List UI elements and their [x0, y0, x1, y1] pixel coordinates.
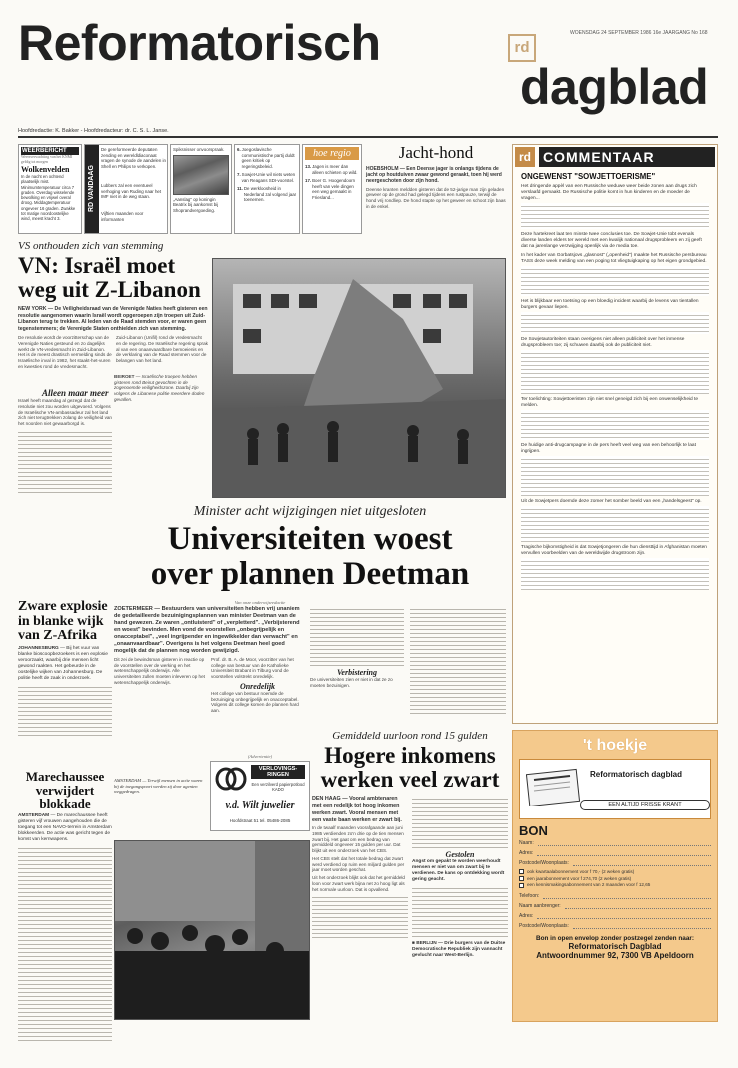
teaser-col2 — [170, 144, 232, 234]
hoekje-box — [512, 730, 718, 1022]
weerbericht-box — [18, 144, 82, 234]
commentaar-filler-4 — [521, 350, 709, 394]
rd-vandaag-box — [84, 144, 168, 234]
weerbericht-body: In de nacht en ochtend plaatselijk mist. Minimumtemperatuur circa 7 graden. Overdag wisselende bewolking en vrijwel overal droog. Middagtemperatuur ongeveer 16 graden. Zwakke tot matige noordoostelijke wind, meest kracht 3. — [21, 174, 76, 222]
hoekje-label: 't hoekje — [582, 737, 648, 754]
commentaar-headline: ONGEWENST "SOWJETTOERISME" — [521, 172, 656, 181]
hoekje-field-name-label: Naam: — [519, 839, 534, 846]
hoekje-field-aanbrenger-input[interactable] — [565, 901, 711, 909]
universiteiten-body: Van onze onderwijsredactie ZOETERMEER — Bestuurders van universiteiten hebben vrij unaniem de gedetailleerde bezuinigingsplannen van minister Deetman van de hand gewezen. Ze waren „ontluisterd" of „verpletterd". „Verbijsterend en woest" bevinden. Men vond de voorstellen „onbegrijpelijk en onacceptabel", „veel ingrijpender en ingewikkelder dan verwacht" en „onaanvaardbaar". Overigens is het volgens Deetman heel goed mogelijk dat de plannen nog worden gewijzigd. Dit zei de bewindsman gisteren in reactie op de voorstellen over de werking en het wetenschappelijk onderwijs. Alle universiteiten zullen moeten inleveren op het wetenschappelijk onderwijs. Prof. dr. B. A. de Moor, voorzitter van het college van bestuur van de Katholieke Universiteit Brabant in Tilburg vond de voorstellen volstrekt onredelijk. Onredelijk Het college van bestuur noemde de bezuiniging onbegrijpelijk en onacceptabel. Volgens dit college komen de plannen hard aan. Verbistering De universiteiten zien er niet in dat ze zo moeten bezuinigen. — [114, 600, 506, 716]
hoekje-field-aanbrenger-adres-input[interactable] — [537, 911, 711, 919]
hoekje-logo-text: Reformatorisch dagblad — [590, 770, 683, 779]
inkomens-body-4: Angst om gepakt te worden weerhoudt mensen er niet van om zwart bij te verdienen. De kans op ontdekking wordt gering geacht. — [412, 859, 505, 883]
universiteiten-subhead-2: Verbistering — [336, 667, 377, 677]
commentaar-paragraph-6: Ter toelichting: Sowjettoeristen zijn niet snel geneigd zich bij een onwenselijkheid te melden. — [521, 396, 699, 408]
israel-body-sub: Israël heeft maandag al gezegd dat de resolutie niet zou worden uitgevoerd. Volgens de Israëlische VN-ambassadeur zal het land zich niet terugtrekken zolang de veiligheid van het noorden niet gewaarborgd is. — [18, 398, 112, 427]
commentaar-paragraph-9: Tragische bijkomstigheid is dat Sowjetjongeren die hun diensttijd in Afghanistan moeten vervullen voorbeelden van de wereldwijde drugstroom zijn. — [521, 544, 707, 556]
advertentie-title: VERLOVINGS-RINGEN — [251, 765, 305, 779]
teaser-col3-num-3: 11. — [237, 186, 243, 191]
marechaussee-article: Marechaussee verwijdert blokkade AMSTERDAM — De marechaussee heeft gisteren vijf vrouwen aangehouden die de toegang tot een NAVO-terrein in Amsterdam blokkeerden. De actie was gericht tegen de komst van kernwapens. — [18, 770, 112, 1041]
universiteiten-article — [114, 504, 506, 591]
explosie-article: Zware explosie in blanke wijk van Z-Afrika JOHANNESBURG — Bij het vuur van blanke bioscoopbezoekers is een explosie veroorzaakt, waarbij drie mensen licht gewond raakten. Het gebeurde in de oostelijke wijken van Johannesburg. De politie heeft de zaak in onderzoek. — [18, 600, 112, 736]
crowd-image — [115, 841, 309, 1019]
explosie-headline-3: van Z-Afrika — [18, 628, 97, 644]
explosie-body: Bij het vuur van blanke bioscoopbezoekers is een explosie veroorzaakt, waarbij drie mensen licht gewond raakten. Het gebeurde in de oostelijke wijken van Johannesburg. De politie heeft de zaak in onderzoek. — [18, 646, 108, 681]
commentaar-filler-5 — [521, 410, 709, 440]
teaser-col3-text-1: Joegoslavische communistische partij duldt geen kritiek op regeringsbeleid. — [241, 147, 295, 169]
teaser-col3-text-2: Sowjet-Unie wil niets weten van Reagans SDI-voorstel. — [241, 172, 296, 183]
israel-kicker: VS onthouden zich van stemming — [18, 240, 164, 252]
jacht-lead: Een Deense jager is onlangs tijdens de jacht op houtduiven zwaar gewond geraakt, toen hij werd neergeschoten door zijn hond. — [366, 165, 502, 185]
amsterdam-photo — [114, 840, 310, 1020]
inkomens-body-2: Het CBS stelt dat het totale bedrag dat zwart werd verdiend op ruim een miljard gulden per jaar moet worden geschat. — [312, 855, 405, 873]
marechaussee-headline-1: Marechaussee — [25, 769, 105, 784]
israel-body-left: De resolutie wordt de voorzitterschap van de Verenigde Naties gesteund en zo dagelijks werkt de VN-vredesmacht in Zuid-Libanon. Het is de meest drastisch vermelding sinds de Israëlische inval in 1982, het staakt-het-vuren en kwesties rond de vredesmacht. — [18, 335, 112, 369]
beirut-text: Israëlische troepen hebben gisteren rond Beirut gevochten in de zogenoemde veiligheidszone. Daarbij zijn volgens de Libanese politie meerdere doden gevallen. — [114, 374, 205, 402]
inkomens-article: Gemiddeld uurloon rond 15 gulden Hogere inkomens werken veel zwart DEN HAAG — Vooral ambtenaren met een redelijk tot hoog inkomen werken zwart. Vooral mensen met een vaste baan werken er zwart bij. In de twaalf maanden voorafgaande aan juni 1985 verdienden zo'n drie op de tien mensen zwart bij. Het gaat om een bedrag van gemiddeld ongeveer 15 gulden per uur. Dat blijkt uit een onderzoek van het CBS. Het CBS stelt dat het totale bedrag dat zwart werd verdiend op ruim een miljard gulden per jaar moet worden geschat. Uit het onderzoek blijkt ook dat het gemiddeld loon voor zwart werk bijna net zo hoog ligt als het normale uurloon. Dat is opvallend. Gestolen Angst om gepakt te worden weerhoudt mensen er niet van om zwart bij te verdienen. De kans op ontdekking wordt gering geacht. ■ BERLIJN — Drie burgers van de Duitse Democratische Republiek zijn vannacht gevlucht naar West-Berlijn. — [312, 730, 508, 959]
teaser-col3-text-3: De werkloosheid in Nederland zal volgend jaar toenemen. — [243, 186, 297, 202]
rd-vandaag-item-3: Vijftien maanden voor informanten — [101, 211, 144, 222]
israel-headline-1: VN: Israël moet — [18, 253, 176, 278]
hoekje-field-aanbrenger-postcode-label: Postcode/Woonplaats: — [519, 922, 569, 929]
hoekje-bon-label: BON — [519, 823, 548, 838]
marechaussee-dateline: AMSTERDAM — [18, 812, 50, 818]
commentaar-filler-8 — [521, 558, 709, 590]
advertentie — [210, 754, 310, 834]
israel-subhead: Alleen maar meer — [42, 388, 109, 399]
berlijn-lead: Drie burgers van de Duitse Democratische Republiek zijn vannacht gevlucht naar West-Berlijn. — [412, 941, 506, 959]
commentaar-paragraph-7: De huidige anti-drugcampagne in de pers heeft veel weg van een behoorlijk te laat ingrijpen. — [521, 442, 696, 454]
teaser-col4-text-1: Jagen is meer dan alleen schieten op wild. — [312, 164, 358, 175]
explosie-headline-1: Zware explosie — [18, 599, 108, 614]
hoekje-footer-3: Antwoordnummer 92, 7300 VB Apeldoorn — [536, 951, 694, 961]
teaser-col3-num-2: 7. — [237, 172, 241, 177]
marechaussee-headline-2: verwijdert — [35, 782, 95, 798]
hoekje-field-adres-input[interactable] — [537, 848, 711, 856]
advertentie-sub: Een verzilverd papierpotlood KADO — [251, 781, 305, 793]
universiteiten-headline-2: over plannen Deetman — [150, 555, 470, 592]
jacht-headline: Jacht-hond — [398, 143, 474, 162]
commentaar-paragraph-2: Deze hartekreet laat ten minste twee conclusies toe. De Sowjet-Unie tobt evenals diverse landen elders ter wereld met een kwalijk nationaal drugsprobleem en zij geeft dat na jarenlange verzwijging openlijk via de media toe. — [521, 232, 702, 250]
masthead-rule — [18, 136, 718, 138]
marechaussee-body: De marechaussee heeft gisteren vijf vrouwen aangehouden die de toegang tot een NAVO-terrein in Amsterdam blokkeerden. De actie was gericht tegen de komst van kernwapens. — [18, 812, 112, 842]
commentaar-section — [512, 144, 718, 724]
hoekje-option-1-checkbox[interactable] — [519, 869, 524, 874]
universiteiten-col3-filler — [310, 606, 404, 666]
inkomens-kicker: Gemiddeld uurloon rond 15 gulden — [332, 730, 488, 742]
commentaar-paragraph-1: Het dringende appèl van een Russische weduwe weer beide zonen aan drugs zich verslaafd gemaakt. De Russische politie komt in hun kinderen en de moeder de vragen... — [521, 184, 697, 202]
explosie-filler — [18, 684, 112, 736]
hoekje-option-3: een kennismakingsabonnement van 2 maanden voor f 12,65 — [527, 882, 651, 888]
universiteiten-lead: Bestuurders van universiteiten hebben vrij unaniem de gedetailleerde bezuinigingsplannen van minister Deetman van de hand gewezen. Ze waren „ontluisterd" of „verpletterd". „Verbijsterend en woest" bevinden. Men vond de voorstellen „onbegrijpelijk en onacceptabel", „veel ingrijpender en ingewikkelder dan verwacht" en „onaanvaardbaar". Overigens is het volgens Deetman heel goed mogelijk dat de plannen nog worden gewijzigd. — [114, 605, 300, 654]
universiteiten-kicker: Minister acht wijzigingen niet uitgesloten — [193, 504, 427, 519]
israel-article: VS onthouden zich van stemming VN: Israël moet weg uit Z-Libanon NEW YORK — De Veiligheidsraad van de Verenigde Naties heeft gisteren een resolutie aangenomen waarin Israël wordt opgeroepen zijn troepen uit Zuid-Libanon terug te trekken. Al leden van de Raad stemden voor, er waren geen tegenstemmers; de Verenigde Staten onthielden zich van stemming. De resolutie wordt de voorzitterschap van de Verenigde Naties gesteund en zo dagelijks werkt de VN-vredesmacht in Zuid-Libanon. Het is de meest drastisch vermelding sinds de Israëlische inval in 1982, het staakt-het-vuren en kwesties rond de vredesmacht. Zuid-Libanon (Unifil) rond de vredesmacht en de regering. De Israëlische regering sprak al van een onaanvaardbare bemoeienis en de verklaring van de Raad stemmen voor de belangen van het land. Alleen maar meer Israël heeft maandag al gezegd dat de resolutie niet zou worden uitgevoerd. Volgens de Israëlische VN-ambassadeur zal het land zich niet terugtrekken zolang de veiligheid van het noorden niet gewaarborgd is. — [18, 240, 208, 495]
hoekje-field-telefoon-label: Telefoon: — [519, 892, 540, 899]
jacht-dateline: HOEBSHOLM — [366, 165, 399, 172]
advertentie-shop: v.d. Wilt juwelier — [225, 799, 295, 811]
israel-lead: De Veiligheidsraad van de Verenigde Naties heeft gisteren een resolutie aangenomen waarin Israël wordt opgeroepen zijn troepen uit Zuid-Libanon terug te trekken. Al leden van de Raad stemden voor, er waren geen tegenstemmers; de Verenigde Staten onthielden zich van stemming. — [18, 306, 208, 332]
teaser-col2-photo — [173, 155, 229, 195]
rd-logo: rd — [508, 34, 536, 62]
hoekje-option-1: ook kwartaalabonnement voor f 70,- (2 weken gratis) — [527, 869, 635, 874]
commentaar-filler-1 — [521, 203, 709, 229]
commentaar-logo: rd — [515, 147, 535, 167]
berlijn-dateline: BERLIJN — [416, 941, 437, 947]
universiteiten-headline-1: Universiteiten woest — [167, 521, 453, 557]
inkomens-col1-filler — [312, 894, 408, 938]
regio-label: hoe regio — [305, 147, 359, 160]
masthead-title-line1: Reformatorisch — [18, 15, 381, 71]
hoekje-field-telefoon-input[interactable] — [543, 891, 711, 899]
commentaar-paragraph-8: Uit de Sowjetpers doemde deze zomer het somber beeld van een „handelsgeest" op. — [521, 498, 702, 504]
inkomens-headline-2: werken veel zwart — [320, 767, 500, 793]
explosie-headline-2: in blanke wijk — [18, 613, 104, 629]
hoekje-slogan: EEN ALTIJD FRISSE KRANT — [580, 800, 710, 810]
commentaar-filler-6 — [521, 456, 709, 496]
rd-vandaag-item-1: De gereformeerde deputaten zending en wereldldiaconaat vragen de synode de aandelen in Shell en Philips te verkopen. — [101, 147, 166, 169]
inkomens-body-1: In de twaalf maanden voorafgaande aan juni 1985 verdienden zo'n drie op de tien mensen zwart bij. Het gaat om een bedrag van gemiddeld ongeveer 15 gulden per uur. Dat blijkt uit een onderzoek van het CBS. — [312, 825, 404, 854]
commentaar-filler-2 — [521, 266, 709, 296]
advertentie-label: (Advertentie) — [247, 754, 273, 759]
hoekje-field-aanbrenger-label: Naam aanbrenger: — [519, 902, 561, 909]
commentaar-paragraph-3: In het kader van Gorbatsjovs „glasnost" („openheid") maakte het Russische persbureau TASS deze week melding van een poging tot vliegtuigkaping op het eigen grondgebied. — [521, 253, 707, 265]
rd-vandaag-item-2: Lubbers zal een eventueel verhoging van Ruding naar het IMF niet in de weg staan. — [101, 183, 162, 199]
marechaussee-headline-3: blokkade — [39, 796, 91, 812]
marechaussee-filler — [18, 845, 112, 1041]
jacht-article: Jacht-hond HOEBSHOLM — Een Deense jager is onlangs tijdens de jacht op houtduiven zwaar gewond geraakt, toen hij werd neergeschoten door zijn hond. Deense kranten meldden gisteren dat de 52-jarige man zijn geladen geweer op de grond had gelegd tijdens een rustpauze, terwijl de hond vrij rondliep. De hond stapte op het geweer en schoot zijn baas in de enkel. — [366, 143, 506, 209]
universiteiten-byline: Van onze onderwijsredactie — [234, 600, 286, 605]
inkomens-headline-1: Hogere inkomens — [324, 743, 496, 768]
universiteiten-subhead-1: Onredelijk — [239, 681, 276, 691]
masthead-title-line2: dagblad — [520, 59, 709, 115]
dateline: WOENSDAG 24 SEPTEMBER 1986 16e JAARGANG No 168 — [570, 30, 708, 36]
newspaper-icon — [526, 766, 586, 806]
explosie-dateline: JOHANNESBURG — [18, 646, 59, 652]
jacht-body: Deense kranten meldden gisteren dat de 52-jarige man zijn geladen geweer op de grond had gelegd tijdens een rustpauze, terwijl de hond vrij rondliep. De hond stapte op het geweer en schoot zijn baas in de enkel. — [366, 186, 506, 209]
commentaar-paragraph-4: Het is blijkbaar een toetsing op een bloedig incident waarbij de levens van tientallen burgers gevaar liepen. — [521, 299, 699, 311]
universiteiten-body-1: Dit zei de bewindsman gisteren in reactie op de voorstellen over de werking en het wetenschappelijk onderwijs. Alle universiteiten zullen moeten inleveren op het wetenschappelijk onderwijs. — [114, 656, 205, 685]
universiteiten-dateline: ZOETERMEER — [114, 605, 153, 612]
inkomens-col2-filler-2 — [412, 885, 508, 937]
teaser-col2-item-2: „Aanslag" op koningin Beatrix bij aankomst bij Shoprandvergoeding. — [173, 196, 219, 213]
inkomens-body-3: Uit het onderzoek blijkt ook dat het gemiddeld loon voor zwart werk bijna net zo hoog ligt als het normale uurloon. Dat is opvallend. — [312, 875, 405, 892]
teaser-col3-num-1: 6. — [237, 147, 241, 152]
israel-headline-2: weg uit Z-Libanon — [18, 277, 201, 303]
hoekje-option-3-checkbox[interactable] — [519, 883, 524, 888]
universiteiten-col4-filler — [410, 606, 506, 716]
inkomens-col2-filler — [412, 796, 508, 848]
masthead — [18, 15, 518, 71]
teaser-col3 — [234, 144, 300, 234]
beirut-note: BEIROET — Israëlische troepen hebben gisteren rond Beirut gevochten in de zogenoemde veiligheidszone. Daarbij zijn volgens de Libanese politie meerdere doden gevallen. — [114, 374, 205, 402]
teaser-col4 — [302, 144, 362, 234]
hoekje-footer-1: Bon in open envelop zonder postzegel zenden naar: — [535, 935, 694, 943]
israel-dateline: NEW YORK — [18, 306, 47, 313]
hoekje-option-2: een jaarabonnement voor f 274,70 (2 weken gratis) — [527, 875, 632, 881]
commentaar-filler-7 — [521, 506, 709, 542]
israel-body-filler — [18, 429, 112, 495]
hoekje-field-aanbrenger-adres-label: Adres: — [519, 912, 534, 919]
hoekje-field-aanbrenger-postcode-input[interactable] — [573, 921, 711, 929]
commentaar-paragraph-5: De Sowjetautoriteiten staan overigens niet alleen publiciteit over het inmense drugsprobleem toe; zij schuwen daarbij ook de publiciteit niet. — [521, 337, 685, 348]
commentaar-filler-3 — [521, 312, 709, 334]
hoekje-option-2-checkbox[interactable] — [519, 876, 524, 881]
weerbericht-sub: Weersverwachting van het KNMI geldig tot morgen — [21, 155, 73, 164]
weerbericht-label: WEERBERICHT — [21, 147, 79, 155]
commentaar-label: COMMENTAAR — [539, 147, 715, 167]
berlijn-marker: ■ — [412, 941, 415, 947]
main-photo — [212, 258, 506, 498]
hoekje-field-adres-label: Adres: — [519, 849, 534, 856]
weerbericht-headline: Wolkenvelden — [21, 164, 70, 174]
inkomens-lead: Vooral ambtenaren met een redelijk tot hoog inkomen werken zwart. Vooral mensen met een vaste baan werken er zwart bij. — [312, 796, 402, 823]
teaser-col2-item-1: Spiksnisser onvoorspraak. — [173, 147, 225, 152]
rings-icon — [214, 766, 248, 792]
hoekje-field-postcode-input[interactable] — [573, 858, 711, 866]
universiteiten-body-4: De universiteiten zien er niet in dat ze zo moeten bezuinigen. — [310, 676, 393, 688]
beirut-dateline: BEIROET — [114, 374, 135, 379]
redaction-line: Hoofdredactie: K. Bakker - Hoofdredacteur: dr. C. S. L. Janse. — [18, 128, 169, 134]
advertentie-address: Hoofdstraat 51 tel. 05486-2085 — [229, 817, 291, 823]
israel-body-right: Zuid-Libanon (Unifil) rond de vredesmacht en de regering. De Israëlische regering sprak al van een onaanvaardbare bemoeienis en de verklaring van de Raad stemmen voor de belangen van het land. — [116, 335, 208, 364]
inkomens-subhead: Gestolen — [445, 850, 475, 860]
hoekje-field-name-input[interactable] — [538, 838, 711, 846]
hoekje-field-postcode-label: Postcode/Woonplaats: — [519, 859, 569, 866]
hoekje-footer-2: Reformatorisch Dagblad — [568, 942, 662, 952]
teaser-col4-num-2: 17. — [305, 178, 312, 183]
amsterdam-caption: AMSTERDAM — Terwijl mensen in actie waren bij de toegangspoort werden zij door agenten weggedragen. — [114, 778, 203, 795]
teaser-col4-text-2: Boer G. Hoogendoorn heeft van vele dingen een weg gemaakt in Friesland... — [312, 178, 356, 200]
teaser-col4-num-1: 13. — [305, 164, 312, 169]
rubble-building-image — [213, 259, 505, 497]
rd-vandaag-label: RD VANDAAG — [85, 145, 99, 233]
universiteiten-body-2: Prof. dr. B. A. de Moor, voorzitter van het college van bestuur van de Katholieke Universiteit Brabant in Tilburg vond de voorstellen volstrekt onredelijk. — [211, 656, 294, 680]
universiteiten-body-3: Het college van bestuur noemde de bezuiniging onbegrijpelijk en onacceptabel. Volgens dit college komen de plannen hard aan. — [211, 690, 299, 713]
inkomens-dateline: DEN HAAG — [312, 796, 341, 803]
